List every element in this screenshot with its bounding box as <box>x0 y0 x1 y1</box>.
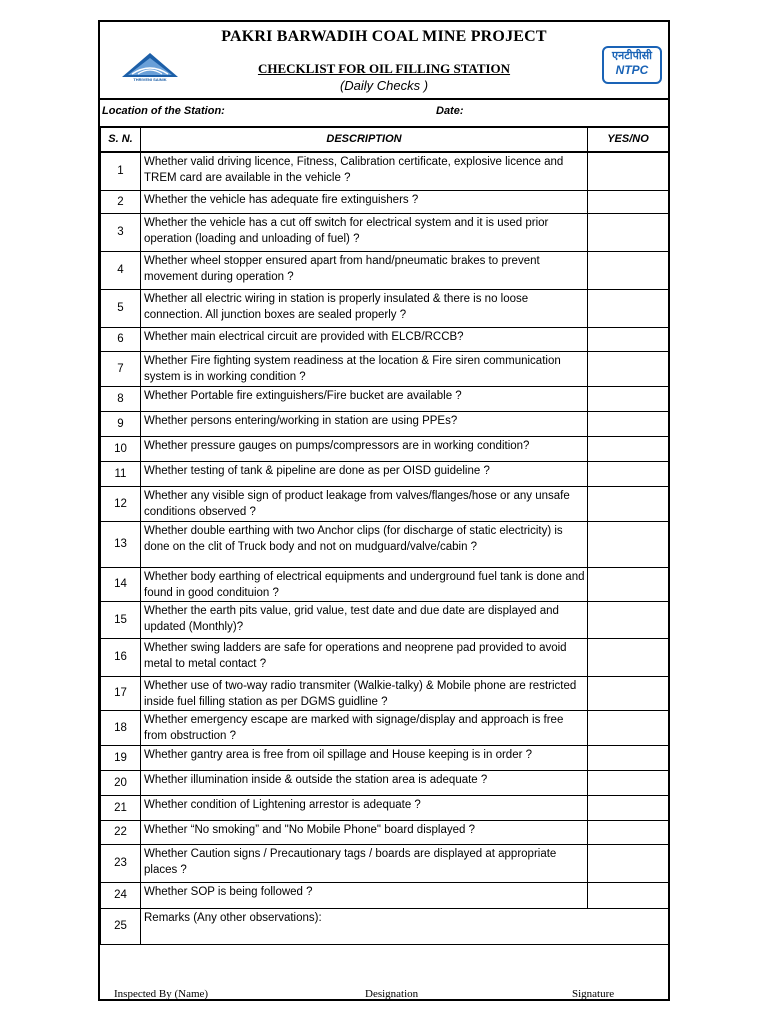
yesno-cell[interactable] <box>588 152 669 190</box>
row-description: Whether gantry area is free from oil spillage and House keeping is in order ? <box>141 745 588 770</box>
row-description: Whether all electric wiring in station is properly insulated & there is no loose connection. All junction boxes are sealed properly ? <box>141 289 588 327</box>
yesno-cell[interactable] <box>588 411 669 436</box>
sn-header: S. N. <box>101 127 141 153</box>
row-description: Whether swing ladders are safe for operations and neoprene pad provided to avoid metal to metal contact ? <box>141 638 588 676</box>
location-date-row <box>100 98 668 128</box>
row-description: Whether Fire fighting system readiness at the location & Fire siren communication system is in working condition ? <box>141 351 588 386</box>
yesno-cell[interactable] <box>588 567 669 601</box>
row-description: Whether any visible sign of product leakage from valves/flanges/hose or any unsafe conditions observed ? <box>141 486 588 521</box>
table-row <box>101 386 669 411</box>
row-number: 22 <box>101 820 141 844</box>
table-row <box>101 521 669 567</box>
table-header-row <box>101 127 669 153</box>
row-description: Whether condition of Lightening arrestor is adequate ? <box>141 795 588 820</box>
table-row <box>101 676 669 710</box>
row-number: 23 <box>101 844 141 882</box>
table-row <box>101 908 669 944</box>
yesno-cell[interactable] <box>588 521 669 567</box>
ntpc-logo-text: NTPC <box>615 63 649 77</box>
row-description: Whether the vehicle has adequate fire extinguishers ? <box>141 190 588 213</box>
table-row <box>101 213 669 251</box>
thriveni-logo-text: THRIVENI SAINIK <box>133 77 167 82</box>
table-row <box>101 745 669 770</box>
row-description: Whether “No smoking” and "No Mobile Phone" board displayed ? <box>141 820 588 844</box>
inspected-by-label: Inspected By (Name) <box>114 988 209 1000</box>
page-subtitle: CHECKLIST FOR OIL FILLING STATION <box>257 61 511 76</box>
date-label: Date: <box>436 105 464 117</box>
row-number: 1 <box>101 152 141 190</box>
table-row <box>101 567 669 601</box>
table-row <box>101 436 669 461</box>
row-description: Whether the earth pits value, grid value, test date and due date are displayed and updated (Monthly)? <box>141 601 588 638</box>
yesno-cell[interactable] <box>588 638 669 676</box>
row-description: Whether valid driving licence, Fitness, Calibration certificate, explosive licence and TREM card are available in the vehicle ? <box>141 152 588 190</box>
yesno-cell[interactable] <box>588 351 669 386</box>
table-row <box>101 601 669 638</box>
row-description: Whether emergency escape are marked with signage/display and approach is free from obstruction ? <box>141 710 588 745</box>
row-description: Whether Portable fire extinguishers/Fire bucket are available ? <box>141 386 588 411</box>
row-number: 16 <box>101 638 141 676</box>
row-description: Whether body earthing of electrical equipments and underground fuel tank is done and found in good condituion ? <box>141 567 588 601</box>
row-description: Whether persons entering/working in station are using PPEs? <box>141 411 588 436</box>
yesno-cell[interactable] <box>588 882 669 908</box>
description-header: DESCRIPTION <box>141 127 588 153</box>
yesno-cell[interactable] <box>588 190 669 213</box>
ntpc-logo <box>602 46 662 84</box>
row-number: 24 <box>101 882 141 908</box>
row-number: 2 <box>101 190 141 213</box>
row-number: 13 <box>101 521 141 567</box>
yesno-cell[interactable] <box>588 386 669 411</box>
row-description: Whether main electrical circuit are provided with ELCB/RCCB? <box>141 327 588 351</box>
yesno-cell[interactable] <box>588 436 669 461</box>
table-row <box>101 327 669 351</box>
row-description: Whether wheel stopper ensured apart from hand/pneumatic brakes to prevent movement during operation ? <box>141 251 588 289</box>
row-number: 25 <box>101 908 141 944</box>
row-description: Whether double earthing with two Anchor clips (for discharge of static electricity) is done on the clit of Truck body and not on mudguard/valve/cabin ? <box>141 521 588 567</box>
table-row <box>101 638 669 676</box>
row-number: 21 <box>101 795 141 820</box>
row-number: 10 <box>101 436 141 461</box>
yesno-cell[interactable] <box>588 486 669 521</box>
row-description: Remarks (Any other observations): <box>141 908 669 944</box>
row-number: 15 <box>101 601 141 638</box>
location-label: Location of the Station: <box>102 105 225 117</box>
table-row <box>101 289 669 327</box>
row-number: 14 <box>101 567 141 601</box>
table-row <box>101 844 669 882</box>
page-title: PAKRI BARWADIH COAL MINE PROJECT <box>221 28 547 45</box>
row-number: 18 <box>101 710 141 745</box>
table-row <box>101 351 669 386</box>
row-number: 8 <box>101 386 141 411</box>
signature-label: Signature <box>572 988 615 1000</box>
row-number: 17 <box>101 676 141 710</box>
table-row <box>101 461 669 486</box>
table-row <box>101 882 669 908</box>
yesno-cell[interactable] <box>588 795 669 820</box>
table-row <box>101 190 669 213</box>
yesno-cell[interactable] <box>588 461 669 486</box>
row-description: Whether Caution signs / Precautionary tags / boards are displayed at appropriate places ? <box>141 844 588 882</box>
header <box>100 22 668 100</box>
row-description: Whether illumination inside & outside the station area is adequate ? <box>141 770 588 795</box>
row-number: 3 <box>101 213 141 251</box>
table-row <box>101 486 669 521</box>
row-description: Whether use of two-way radio transmiter (Walkie-talky) & Mobile phone are restricted inside fuel filling station as per DGMS guidline ? <box>141 676 588 710</box>
yesno-cell[interactable] <box>588 213 669 251</box>
daily-checks-label: (Daily Checks ) <box>339 78 429 93</box>
table-row <box>101 710 669 745</box>
yesno-cell[interactable] <box>588 710 669 745</box>
checklist-sheet <box>98 20 670 1001</box>
ntpc-logo-hindi: एनटीपीसी <box>612 50 652 62</box>
row-number: 7 <box>101 351 141 386</box>
yesno-cell[interactable] <box>588 327 669 351</box>
yesno-cell[interactable] <box>588 289 669 327</box>
row-number: 4 <box>101 251 141 289</box>
table-row <box>101 251 669 289</box>
yesno-cell[interactable] <box>588 251 669 289</box>
yesno-header: YES/NO <box>588 127 669 153</box>
row-number: 20 <box>101 770 141 795</box>
yesno-cell[interactable] <box>588 820 669 844</box>
row-description: Whether the vehicle has a cut off switch for electrical system and it is used prior operation (loading and unloading of fuel) ? <box>141 213 588 251</box>
row-description: Whether testing of tank & pipeline are done as per OISD guideline ? <box>141 461 588 486</box>
yesno-cell[interactable] <box>588 745 669 770</box>
row-number: 5 <box>101 289 141 327</box>
yesno-cell[interactable] <box>588 601 669 638</box>
yesno-cell[interactable] <box>588 770 669 795</box>
yesno-cell[interactable] <box>588 676 669 710</box>
row-number: 12 <box>101 486 141 521</box>
table-row <box>101 152 669 190</box>
checklist-table <box>100 126 669 945</box>
table-row <box>101 820 669 844</box>
yesno-cell[interactable] <box>588 844 669 882</box>
row-description: Whether pressure gauges on pumps/compressors are in working condition? <box>141 436 588 461</box>
table-row <box>101 770 669 795</box>
table-row <box>101 795 669 820</box>
row-number: 19 <box>101 745 141 770</box>
row-number: 11 <box>101 461 141 486</box>
table-row <box>101 411 669 436</box>
row-number: 9 <box>101 411 141 436</box>
row-number: 6 <box>101 327 141 351</box>
row-description: Whether SOP is being followed ? <box>141 882 588 908</box>
designation-label: Designation <box>365 988 419 1000</box>
